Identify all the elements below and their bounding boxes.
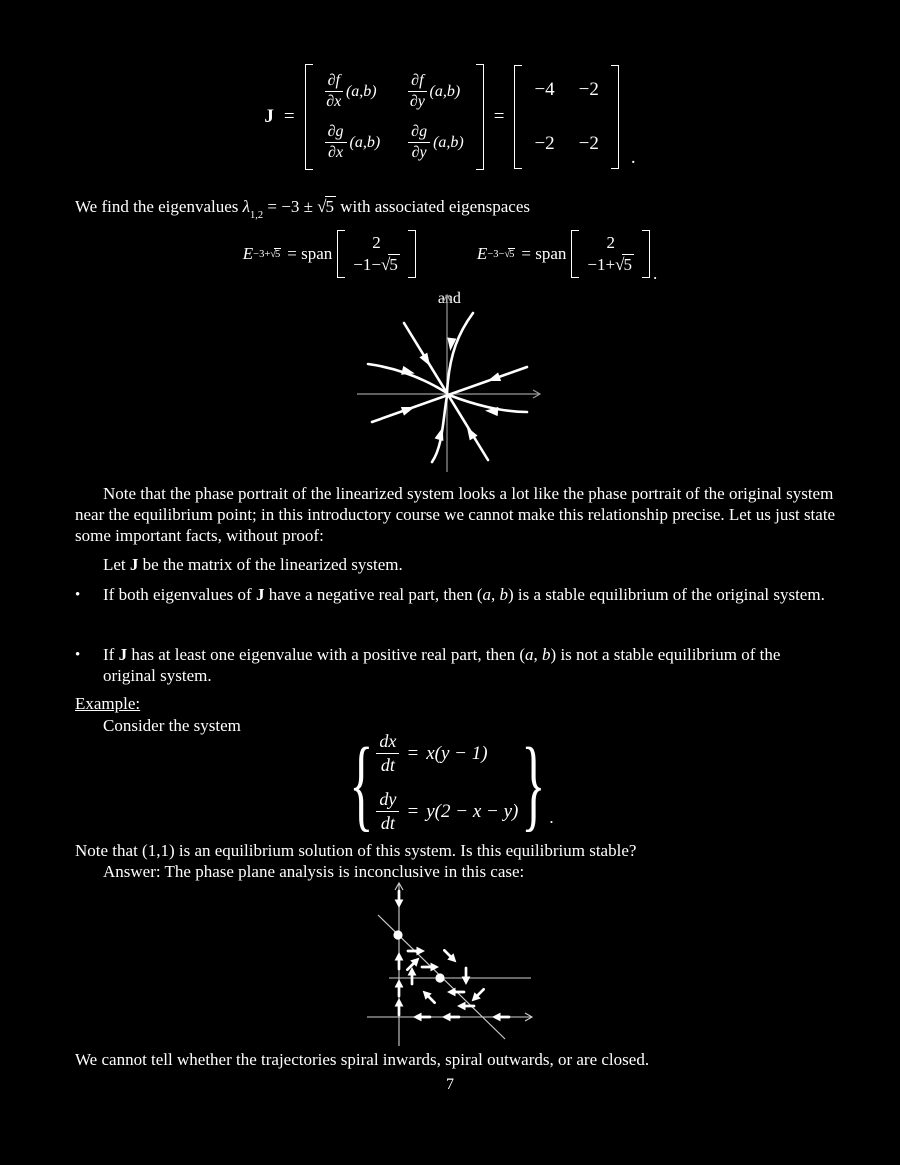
E-symbol: E (476, 244, 488, 263)
equilibrium-dot (393, 930, 402, 939)
equals-sign: = (406, 800, 420, 822)
eigenvector (571, 230, 650, 278)
equilibrium-dot (435, 973, 444, 982)
answer-line: Answer: The phase plane analysis is inconclusive in this case: (103, 862, 525, 881)
matrix-entry: −2 (534, 133, 555, 154)
text: = −3 ± (263, 197, 318, 216)
bracket-right (642, 230, 650, 278)
bracket-right (476, 64, 484, 170)
matrix-entry: −2 (578, 79, 599, 100)
text: be the matrix of the linearized system. (138, 555, 403, 574)
eigenspace-2 (476, 230, 658, 283)
bracket-right (408, 230, 416, 278)
example-heading-text: Example: (75, 694, 141, 713)
flow-arrowheads (401, 337, 501, 441)
eigenspace-equations (0, 230, 900, 307)
curve-from-right (449, 395, 527, 412)
eigenvalues-line (75, 196, 530, 226)
jacobian-equation (0, 64, 900, 170)
equals-sign: = (406, 742, 420, 764)
matrix-entry: −4 (534, 79, 555, 100)
bullet-marker: • (75, 587, 81, 603)
text: Let (103, 555, 130, 574)
bullet-marker: • (75, 647, 81, 663)
equation-row: $\frac{dy}{dt}$ = y(2 − x − y) (376, 789, 518, 834)
lambda-subscript: 1,2 (250, 210, 264, 221)
equals-sign: = (283, 106, 295, 127)
rhs-expression: y(2 − x − y) (426, 800, 519, 822)
eigenspace-1 (243, 230, 416, 278)
brace-right: } (521, 725, 546, 840)
partial-derivative-matrix (305, 64, 484, 170)
period: . (630, 147, 636, 168)
let-line (103, 554, 403, 575)
vector-entry: 2 (606, 233, 615, 252)
bullet-text: If J has at least one eigenvalue with a positive real part, then (a, b) is not a stable equilibrium of the original system. (103, 645, 781, 685)
eigenvector (337, 230, 416, 278)
page-number: 7 (446, 1076, 454, 1093)
bullet-item (75, 585, 837, 606)
example-heading (75, 693, 140, 714)
text: with associated eigenspaces (336, 197, 531, 216)
and-conjunction: and (437, 290, 461, 307)
vector-entry: −1+√5 (587, 255, 632, 274)
equation-row: $\frac{dx}{dt}$ = x(y − 1) (376, 731, 518, 776)
numeric-matrix (514, 65, 618, 169)
vector-entry: −1−√5 (353, 255, 398, 274)
radicand: 5 (325, 197, 334, 216)
matrix-cell: ∂f ∂x (a,b) (326, 72, 377, 110)
equals-sign: = (493, 106, 505, 127)
lambda-symbol: λ (242, 197, 251, 216)
phase-portrait-figure (335, 290, 570, 480)
equilibrium-note: Note that (1,1) is an equilibrium solution of this system. Is this equilibrium stable? (75, 841, 637, 860)
rhs-expression: x(y − 1) (426, 742, 488, 764)
bracket-left (514, 65, 522, 169)
direction-field-figure (355, 878, 540, 1050)
curve-from-bottom (432, 396, 447, 462)
eigenvalue-subscript: −3+√5 (253, 248, 281, 260)
matrix-cell: ∂g ∂x (a,b) (325, 123, 381, 162)
J-symbol: J (129, 555, 139, 574)
curve-from-top (447, 313, 473, 393)
period: . (652, 264, 658, 283)
direction-arrows (395, 891, 509, 1021)
bullet-text: If both eigenvalues of J have a negative real part, then (a, b) is a stable equilibrium of the original system. (103, 585, 825, 604)
span-operator: = span (287, 244, 333, 263)
period: . (549, 808, 554, 827)
jacobian-lhs: J (264, 106, 274, 127)
note-paragraph: Note that the phase portrait of the linearized system looks a lot like the phase portrait of the original system near the equilibrium point; in this introductory course we cannot make this relationship precise. Let us just state some important facts, without proof: (75, 484, 836, 545)
bracket-left (305, 64, 313, 170)
eigenvalue-subscript: −3−√5 (487, 248, 515, 260)
span-operator: = span (521, 244, 567, 263)
radical-sign: √ (317, 197, 327, 216)
bullet-item (75, 645, 837, 687)
matrix-cell: ∂g ∂y (a,b) (408, 123, 464, 162)
bracket-left (337, 230, 345, 278)
sketch-lines (367, 883, 532, 1046)
closing-line: We cannot tell whether the trajectories spiral inwards, spiral outwards, or are closed. (75, 1050, 650, 1069)
vector-entry: 2 (372, 233, 381, 252)
bracket-left (571, 230, 579, 278)
text: We find the eigenvalues (75, 197, 243, 216)
curve-from-left (368, 364, 447, 393)
E-symbol: E (242, 244, 254, 263)
brace-left: { (349, 725, 374, 840)
matrix-entry: −2 (578, 133, 599, 154)
bracket-right (611, 65, 619, 169)
matrix-cell: ∂f ∂y (a,b) (409, 72, 461, 110)
consider-line: Consider the system (103, 716, 241, 735)
